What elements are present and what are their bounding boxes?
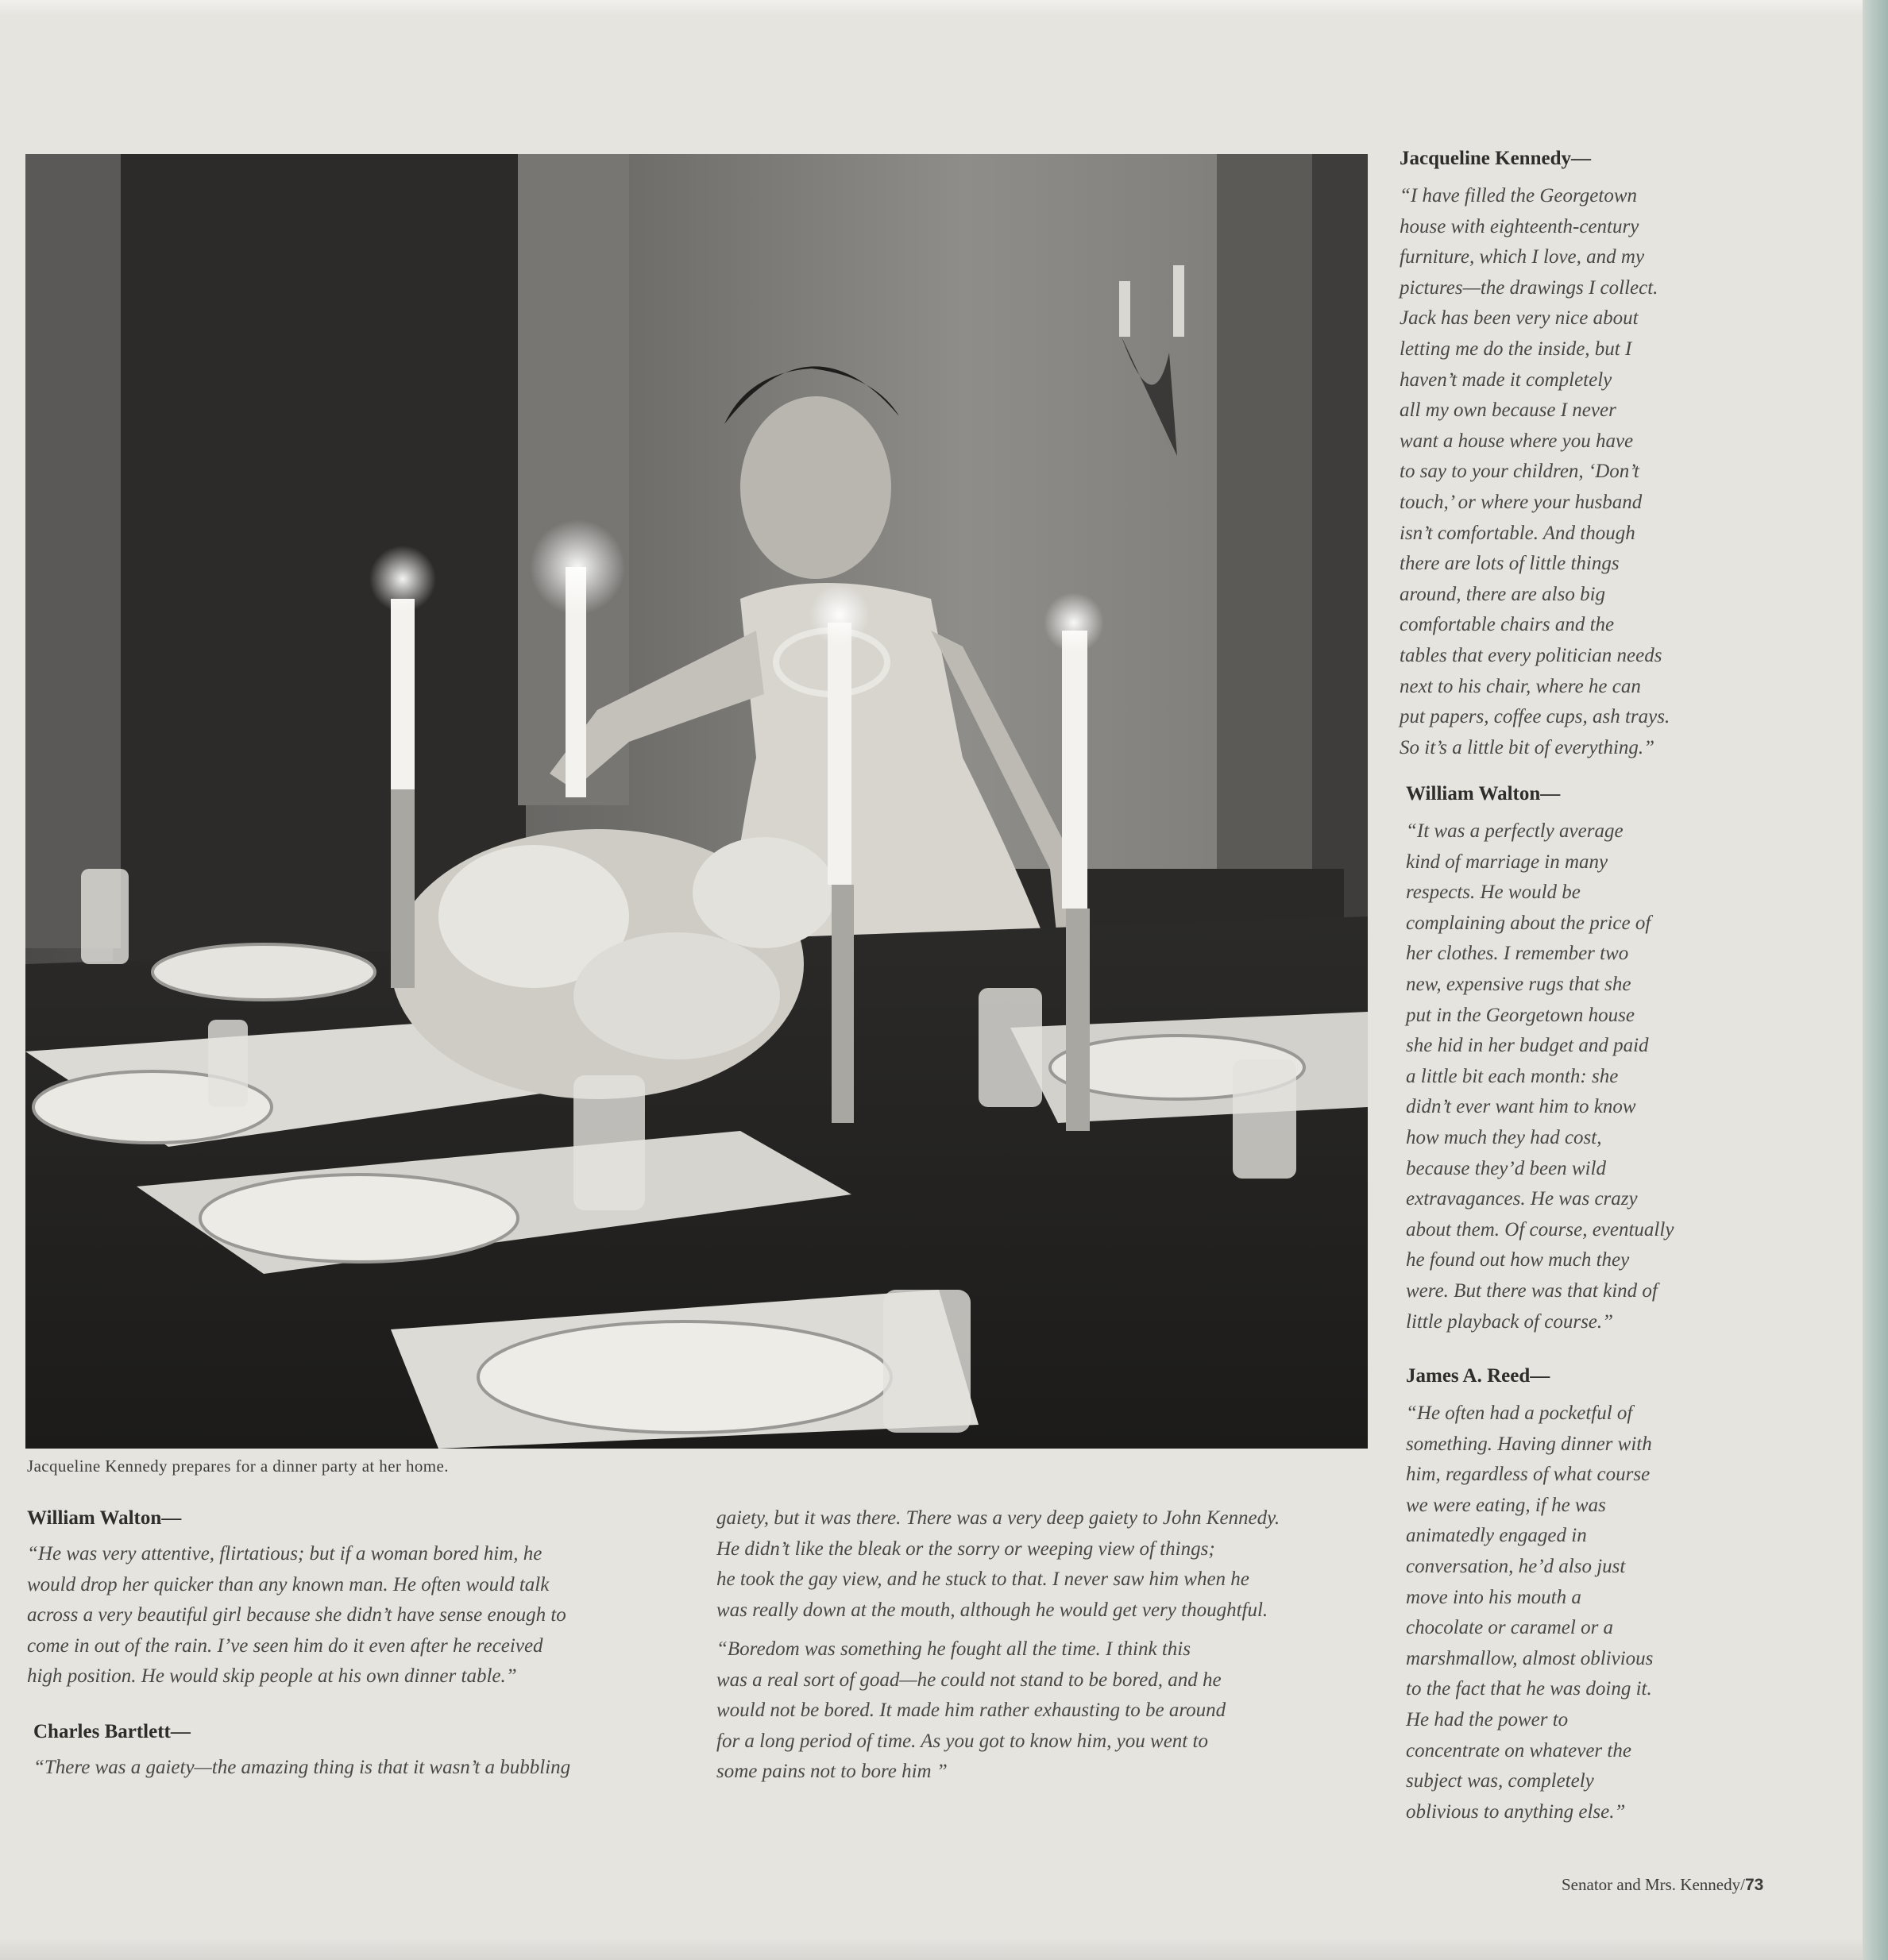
quote-line: “He was very attentive, flirtatious; but if a woman bored him, he — [27, 1543, 542, 1565]
quote-line: her clothes. I remember two — [1406, 943, 1629, 965]
quote-line: all my own because I never — [1400, 399, 1616, 422]
quote-line: Jack has been very nice about — [1400, 307, 1639, 330]
quote-line: to the fact that he was doing it. — [1406, 1678, 1652, 1700]
quote-line: he found out how much they — [1406, 1249, 1630, 1271]
quote-text — [33, 1753, 685, 1784]
speaker-name: Jacqueline Kennedy— — [1400, 148, 1591, 169]
quote-line: isn’t comfortable. And though — [1400, 522, 1635, 544]
photo-caption: Jacqueline Kennedy prepares for a dinner party at her home. — [27, 1456, 449, 1476]
quote-line: about them. Of course, eventually — [1406, 1218, 1674, 1240]
quote-text — [1400, 181, 1844, 763]
quote-line: want a house where you have — [1400, 430, 1634, 452]
quote-line: extravagances. He was crazy — [1406, 1188, 1638, 1210]
quote-line: some pains not to bore him ” — [716, 1761, 948, 1783]
quote-line: something. Having dinner with — [1406, 1433, 1652, 1455]
quote-text — [27, 1539, 678, 1692]
quote-line: next to his chair, where he can — [1400, 675, 1641, 697]
quote-line: high position. He would skip people at his own dinner table.” — [27, 1665, 517, 1688]
quote-section — [33, 1721, 685, 1784]
quote-section — [1406, 1365, 1851, 1827]
quote-line: house with eighteenth-century — [1400, 215, 1639, 237]
quote-line: animatedly engaged in — [1406, 1525, 1587, 1547]
photo-dinner-party — [25, 154, 1368, 1449]
quote-section — [1400, 148, 1844, 763]
quote-line: respects. He would be — [1406, 882, 1581, 904]
quote-line: new, expensive rugs that she — [1406, 973, 1631, 995]
speaker-name: Charles Bartlett— — [33, 1721, 191, 1742]
quote-line: conversation, he’d also just — [1406, 1555, 1626, 1577]
page-right-edge — [1863, 0, 1888, 1960]
quote-line: move into his mouth a — [1406, 1586, 1581, 1608]
quote-line: there are lots of little things — [1400, 553, 1620, 575]
quote-line: put in the Georgetown house — [1406, 1004, 1635, 1026]
quote-line: comfortable chairs and the — [1400, 614, 1615, 636]
quote-line: So it’s a little bit of everything.” — [1400, 736, 1655, 758]
page-footer — [1562, 1875, 1763, 1895]
quote-line: kind of marriage in many — [1406, 851, 1608, 873]
quote-section — [1406, 783, 1851, 1337]
quote-line: chocolate or caramel or a — [1406, 1617, 1614, 1639]
quote-line: letting me do the inside, but I — [1400, 338, 1632, 360]
quote-line: she hid in her budget and paid — [1406, 1035, 1649, 1057]
quote-line: was really down at the mouth, although he would get very thoughtful. — [716, 1599, 1268, 1621]
quote-line: haven’t made it completely — [1400, 368, 1612, 391]
quote-line: to say to your children, ‘Don’t — [1400, 461, 1639, 483]
page-top-edge — [0, 0, 1863, 16]
quote-line: for a long period of time. As you got to know him, you went to — [716, 1730, 1208, 1752]
quote-line: put papers, coffee cups, ash trays. — [1400, 706, 1670, 728]
photo-dinner-party-icon — [25, 154, 1368, 1449]
quote-line: “There was a gaiety—the amazing thing is that it wasn’t a bubbling — [33, 1757, 571, 1778]
quote-line: touch,’ or where your husband — [1400, 491, 1643, 513]
quote-line: marshmallow, almost oblivious — [1406, 1647, 1654, 1669]
speaker-name: William Walton— — [27, 1507, 182, 1529]
quote-line: a little bit each month: she — [1406, 1065, 1619, 1087]
quote-line: how much they had cost, — [1406, 1126, 1602, 1148]
quote-line: “Boredom was something he fought all the time. I think this — [716, 1638, 1191, 1660]
quote-line: come in out of the rain. I’ve seen him do it even after he received — [27, 1634, 543, 1657]
running-head: Senator and Mrs. Kennedy/ — [1562, 1875, 1745, 1894]
quote-text — [1406, 1399, 1851, 1827]
quote-text — [1406, 816, 1851, 1337]
quote-line: because they’d been wild — [1406, 1157, 1606, 1179]
quote-line: “I have filled the Georgetown — [1400, 185, 1638, 206]
quote-paragraph — [716, 1634, 1376, 1788]
quote-line: concentrate on whatever the — [1406, 1739, 1631, 1761]
quote-line: were. But there was that kind of — [1406, 1279, 1658, 1302]
quote-section — [27, 1507, 678, 1692]
quote-line: would drop her quicker than any known man. He often would talk — [27, 1573, 550, 1595]
quote-paragraph — [716, 1503, 1376, 1626]
page-number: 73 — [1744, 1876, 1764, 1894]
quote-line: across a very beautiful girl because she didn’t have sense enough to — [27, 1604, 566, 1626]
quote-line: little playback of course.” — [1406, 1310, 1614, 1333]
quote-line: didn’t ever want him to know — [1406, 1096, 1636, 1118]
quote-line: He didn’t like the bleak or the sorry or weeping view of things; — [716, 1538, 1215, 1560]
quote-line: him, regardless of what course — [1406, 1464, 1651, 1486]
page-bottom-edge — [0, 1938, 1863, 1960]
quote-line: around, there are also big — [1400, 583, 1606, 605]
quote-line: pictures—the drawings I collect. — [1400, 276, 1658, 299]
quote-line: furniture, which I love, and my — [1400, 246, 1645, 268]
quote-line: we were eating, if he was — [1406, 1494, 1606, 1516]
quote-line: subject was, completely — [1406, 1770, 1594, 1792]
speaker-name: James A. Reed— — [1406, 1365, 1550, 1387]
quote-line: He had the power to — [1406, 1708, 1569, 1730]
quote-line: complaining about the price of — [1406, 912, 1651, 934]
quote-line: gaiety, but it was there. There was a very deep gaiety to John Kennedy. — [716, 1507, 1280, 1529]
speaker-name: William Walton— — [1406, 783, 1561, 804]
quote-line: would not be bored. It made him rather exhausting to be around — [716, 1700, 1226, 1722]
quote-line: was a real sort of goad—he could not stand to be bored, and he — [716, 1669, 1222, 1691]
quote-line: “It was a perfectly average — [1406, 820, 1624, 842]
quote-line: tables that every politician needs — [1400, 644, 1662, 666]
quote-line: “He often had a pocketful of — [1406, 1402, 1633, 1424]
quote-line: oblivious to anything else.” — [1406, 1800, 1626, 1823]
quote-line: he took the gay view, and he stuck to that. I never saw him when he — [716, 1568, 1249, 1591]
